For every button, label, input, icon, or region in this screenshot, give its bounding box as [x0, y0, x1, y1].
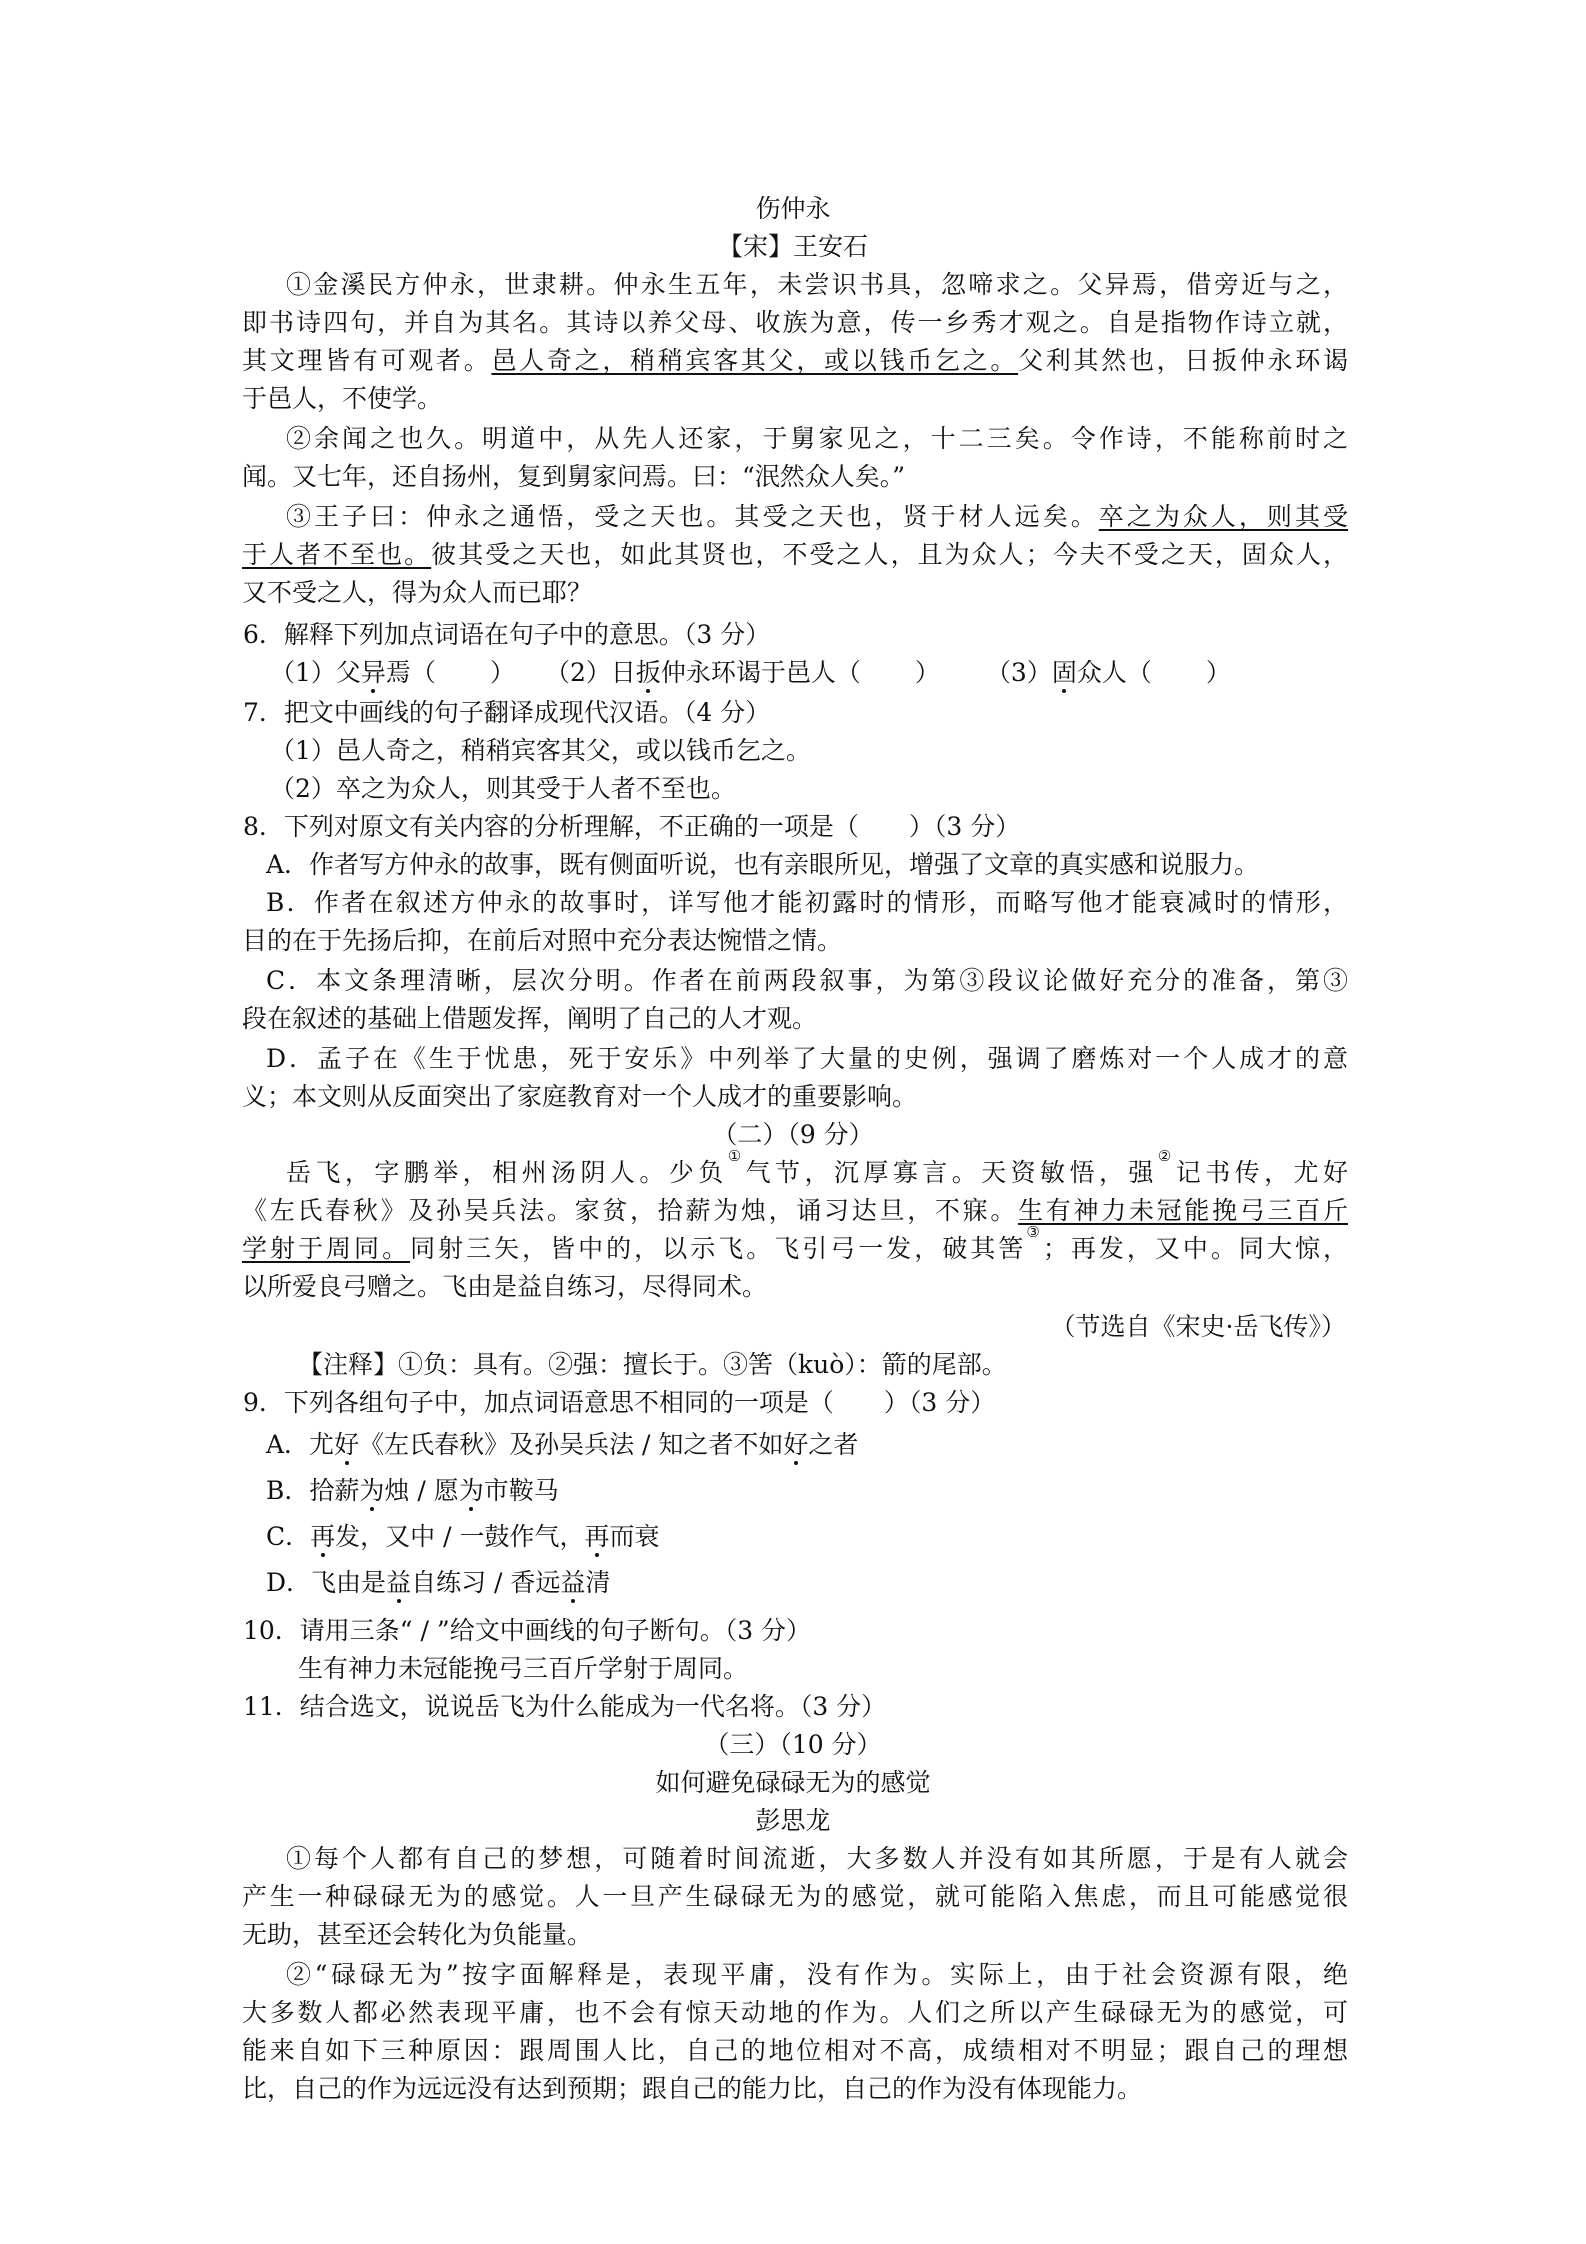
s3-para2-line3: 能来自如下三种原因：跟周围人比，自己的地位相对不高，成绩相对不明显；跟自己的理想: [242, 2036, 1348, 2065]
s3-para1-line2: 产生一种碌碌无为的感觉。人一旦产生碌碌无为的感觉，就可能陷入焦虑，而且可能感觉很: [242, 1882, 1348, 1911]
q8-stem: 8．下列对原文有关内容的分析理解，不正确的一项是（ ）（3 分）: [243, 812, 1021, 841]
s2-notes: 【注释】①负：具有。②强：擅长于。③筈（kuò）：箭的尾部。: [298, 1350, 1007, 1379]
p1-para2-line2: 闻。又七年，还自扬州，复到舅家问焉。曰：“泯然众人矣。”: [242, 462, 906, 491]
s3-para2-line4: 比，自己的作为远远没有达到预期；跟自己的能力比，自己的作为没有体现能力。: [242, 2074, 1143, 2103]
q10-stem: 10．请用三条“ / ”给文中画线的句子断句。（3 分）: [243, 1616, 812, 1645]
s2-source: （节选自《宋史·岳飞传》）: [1050, 1312, 1346, 1341]
q8-option-d-line2: 义；本文则从反面突出了家庭教育对一个人成才的重要影响。: [242, 1082, 918, 1111]
q11-stem: 11．结合选文，说说岳飞为什么能成为一代名将。（3 分）: [243, 1692, 887, 1721]
q7-sentence-2: （2）卒之为众人，则其受于人者不至也。: [270, 774, 736, 803]
s2-line2: 《左氏春秋》及孙吴兵法。家贫，拾薪为烛，诵习达旦，不寐。生有神力未冠能挽弓三百斤: [242, 1196, 1348, 1225]
q10-sentence: 生有神力未冠能挽弓三百斤学射于周同。: [298, 1654, 749, 1683]
s3-title: 如何避免碌碌无为的感觉: [655, 1768, 931, 1797]
p1-para1-line3: 其文理皆有可观者。邑人奇之，稍稍宾客其父，或以钱币乞之。父利其然也，日扳仲永环谒: [242, 346, 1348, 375]
s2-line3: 学射于周同。同射三矢，皆中的，以示飞。飞引弓一发，破其筈③；再发，又中。同大惊，: [242, 1223, 1348, 1263]
q9-option-b: B．拾薪为烛 / 愿为市鞍马: [266, 1476, 559, 1505]
q9-stem: 9．下列各组句子中，加点词语意思不相同的一项是（ ）（3 分）: [243, 1388, 996, 1417]
s2-line1: 岳飞，字鹏举，相州汤阴人。少负①气节，沉厚寡言。天资敏悟，强②记书传，尤好: [286, 1147, 1348, 1187]
underlined-sentence-2a: 卒之为众人，则其受: [1098, 502, 1348, 531]
s3-para2-line2: 大多数人都必然表现平庸，也不会有惊天动地的作为。人们之所以产生碌碌无为的感觉，可: [242, 1998, 1348, 2027]
q8-option-b-line2: 目的在于先扬后抑，在前后对照中充分表达惋惜之情。: [242, 926, 843, 955]
underlined-sentence-3a: 生有神力未冠能挽弓三百斤: [1018, 1196, 1348, 1225]
s3-author: 彭思龙: [755, 1806, 831, 1835]
s3-para1-line3: 无助，甚至还会转化为负能量。: [242, 1920, 593, 1949]
q7-sentence-1: （1）邑人奇之，稍稍宾客其父，或以钱币乞之。: [270, 736, 811, 765]
section-2-heading: （二）（9 分）: [712, 1120, 874, 1149]
q9-option-c: C．再发，又中 / 一鼓作气，再而衰: [266, 1522, 660, 1551]
q8-option-d-line1: D．孟子在《生于忧患，死于安乐》中列举了大量的史例，强调了磨炼对一个人成才的意: [266, 1044, 1348, 1073]
underlined-sentence-1: 邑人奇之，稍稍宾客其父，或以钱币乞之。: [491, 346, 1019, 375]
p1-para1-line4: 于邑人，不使学。: [242, 384, 443, 413]
passage-author: 【宋】王安石: [717, 232, 868, 261]
s3-para2-line1: ②“碌碌无为”按字面解释是，表现平庸，没有作为。实际上，由于社会资源有限，绝: [286, 1960, 1348, 1989]
s2-line4: 以所爱良弓赠之。飞由是益自练习，尽得同术。: [242, 1272, 768, 1301]
p1-para1-line1: ①金溪民方仲永，世隶耕。仲永生五年，未尝识书具，忽啼求之。父异焉，借旁近与之，: [286, 270, 1348, 299]
p1-para3-line1: ③王子曰：仲永之通悟，受之天也。其受之天也，贤于材人远矣。卒之为众人，则其受: [286, 502, 1348, 531]
p1-para1-line2: 即书诗四句，并自为其名。其诗以养父母、收族为意，传一乡秀才观之。自是指物作诗立就，: [242, 308, 1348, 337]
underlined-sentence-3b: 学射于周同。: [242, 1234, 411, 1263]
section-3-heading: （三）（10 分）: [704, 1730, 882, 1759]
q8-option-c-line2: 段在叙述的基础上借题发挥，阐明了自己的人才观。: [242, 1004, 818, 1033]
passage-title: 伤仲永: [755, 194, 831, 223]
s3-para1-line1: ①每个人都有自己的梦想，可随着时间流逝，大多数人并没有如其所愿，于是有人就会: [286, 1844, 1348, 1873]
q7-stem: 7．把文中画线的句子翻译成现代汉语。（4 分）: [243, 698, 771, 727]
q8-option-b-line1: B．作者在叙述方仲永的故事时，详写他才能初露时的情形，而略写他才能衰减时的情形，: [266, 888, 1348, 917]
p1-para2-line1: ②余闻之也久。明道中，从先人还家，于舅家见之，十二三矣。令作诗，不能称前时之: [286, 424, 1348, 453]
q6-stem: 6．解释下列加点词语在句子中的意思。（3 分）: [243, 620, 771, 649]
q9-option-d: D．飞由是益自练习 / 香远益清: [266, 1568, 611, 1597]
q6-options: （1）父异焉（ ） （2）日扳仲永环谒于邑人（ ） （3）固众人（ ）: [270, 658, 1231, 687]
q8-option-a: A．作者写方仲永的故事，既有侧面听说，也有亲眼所见，增强了文章的真实感和说服力。: [266, 850, 1260, 879]
underlined-sentence-2b: 于人者不至也。: [242, 540, 432, 569]
p1-para3-line3: 又不受之人，得为众人而已耶？: [242, 578, 593, 607]
q9-option-a: A．尤好《左氏春秋》及孙吴兵法 / 知之者不如好之者: [266, 1430, 859, 1459]
p1-para3-line2: 于人者不至也。彼其受之天也，如此其贤也，不受之人，且为众人；今夫不受之天，固众人，: [242, 540, 1348, 569]
q8-option-c-line1: C．本文条理清晰，层次分明。作者在前两段叙事，为第③段议论做好充分的准备，第③: [266, 966, 1348, 995]
